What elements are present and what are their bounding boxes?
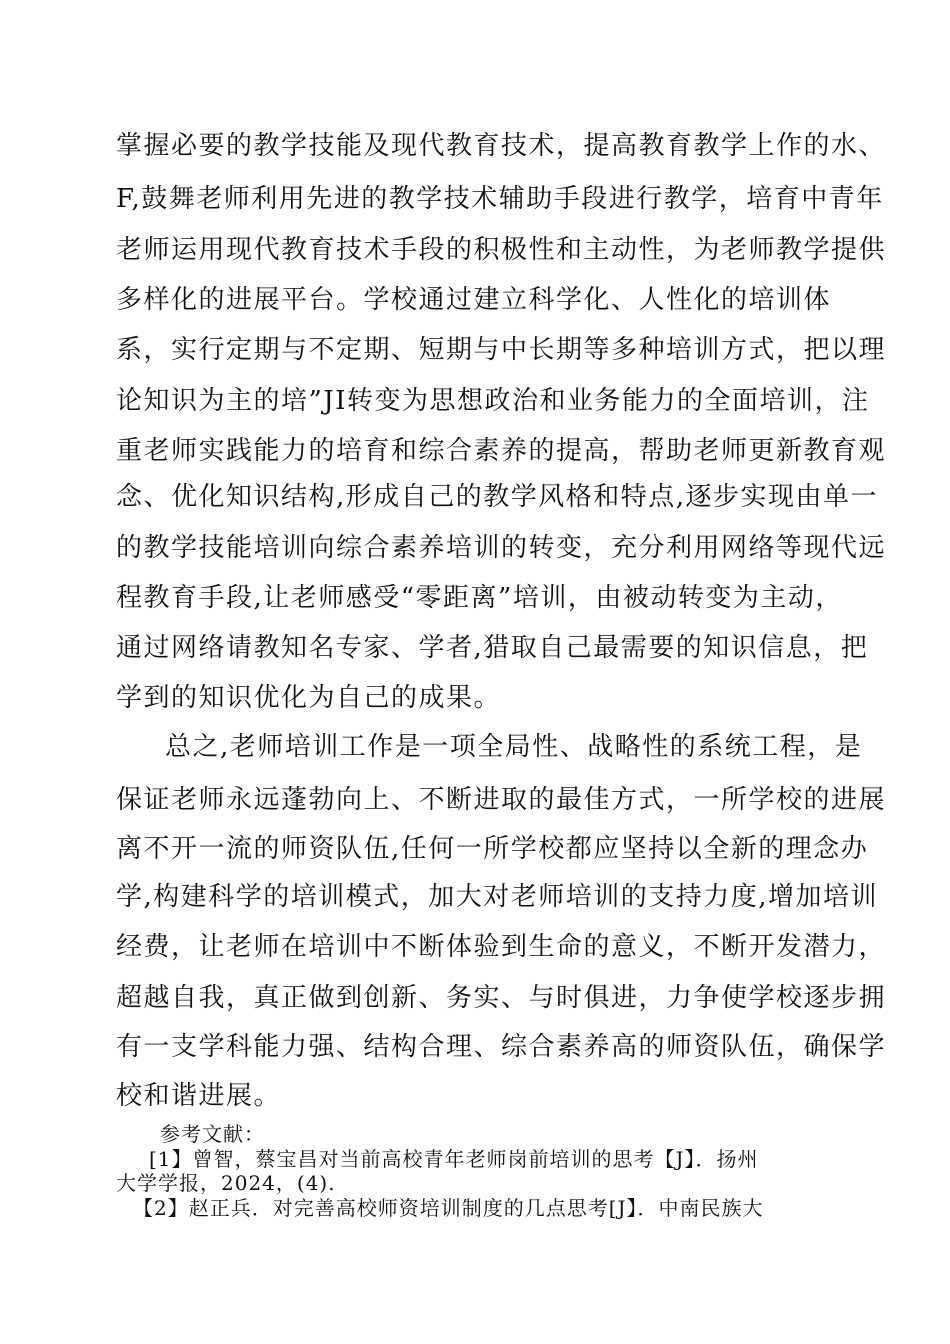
- text-line: 通过网络请教知名专家、学者,猎取自己最需要的知识信息，把: [116, 633, 869, 663]
- text-line: 掌握必要的教学技能及现代教育技术，提高教育教学上作的水、: [116, 131, 887, 161]
- text-line: 离不开一流的师资队伍,任何一所学校都应坚持以全新的理念办: [116, 834, 869, 864]
- reference-item-continuation: 大学学报，2024，(4).: [116, 1171, 336, 1195]
- text-line: 经费，让老师在培训中不断体验到生命的意义，不断开发潜力，: [116, 932, 887, 962]
- text-line: 念、优化知识结构,形成自己的教学风格和特点,逐步实现由单一: [116, 482, 879, 512]
- text-line: 学,构建科学的培训模式，加大对老师培训的支持力度,增加培训: [116, 882, 879, 912]
- text-line: 多样化的进展平台。学校通过建立科学化、人性化的培训体: [116, 285, 832, 315]
- text-line: 超越自我，真正做到创新、务实、与时俱进，力争使学校逐步拥: [116, 983, 887, 1013]
- text-line: 校和谐进展。: [116, 1081, 282, 1111]
- text-line-indented: 总之,老师培训工作是一项全局性、战略性的系统工程，是: [165, 732, 863, 762]
- text-line: 重老师实践能力的培育和综合素养的提高，帮助老师更新教育观: [116, 436, 887, 466]
- text-line: 系，实行定期与不定期、短期与中长期等多种培训方式，把以理: [116, 335, 887, 365]
- reference-item: 【2】赵正兵．对完善高校师资培训制度的几点思考[J】．中南民族大: [133, 1196, 764, 1220]
- text-line: 的教学技能培训向综合素养培训的转变，充分利用网络等现代远: [116, 533, 887, 563]
- reference-item: [1】曾智，蔡宝昌对当前高校青年老师岗前培训的思考【J】．扬州: [149, 1147, 759, 1171]
- text-line: 保证老师永远蓬勃向上、不断进取的最佳方式，一所学校的进展: [116, 785, 887, 815]
- text-line: 论知识为主的培”JI转变为思想政治和业务能力的全面培训，注: [116, 386, 870, 416]
- references-heading: 参考文献：: [160, 1122, 265, 1146]
- text-line: F,鼓舞老师利用先进的教学技术辅助手段进行教学，培育中青年: [116, 184, 884, 214]
- text-line: 学到的知识优化为自己的成果。: [116, 683, 502, 713]
- text-line: 老师运用现代教育技术手段的积极性和主动性，为老师教学提供: [116, 235, 887, 265]
- text-line: 程教育手段,让老师感受“零距离”培训，由被动转变为主动，: [116, 583, 843, 613]
- text-line: 有一支学科能力强、结构合理、综合素养高的师资队伍，确保学: [116, 1032, 887, 1062]
